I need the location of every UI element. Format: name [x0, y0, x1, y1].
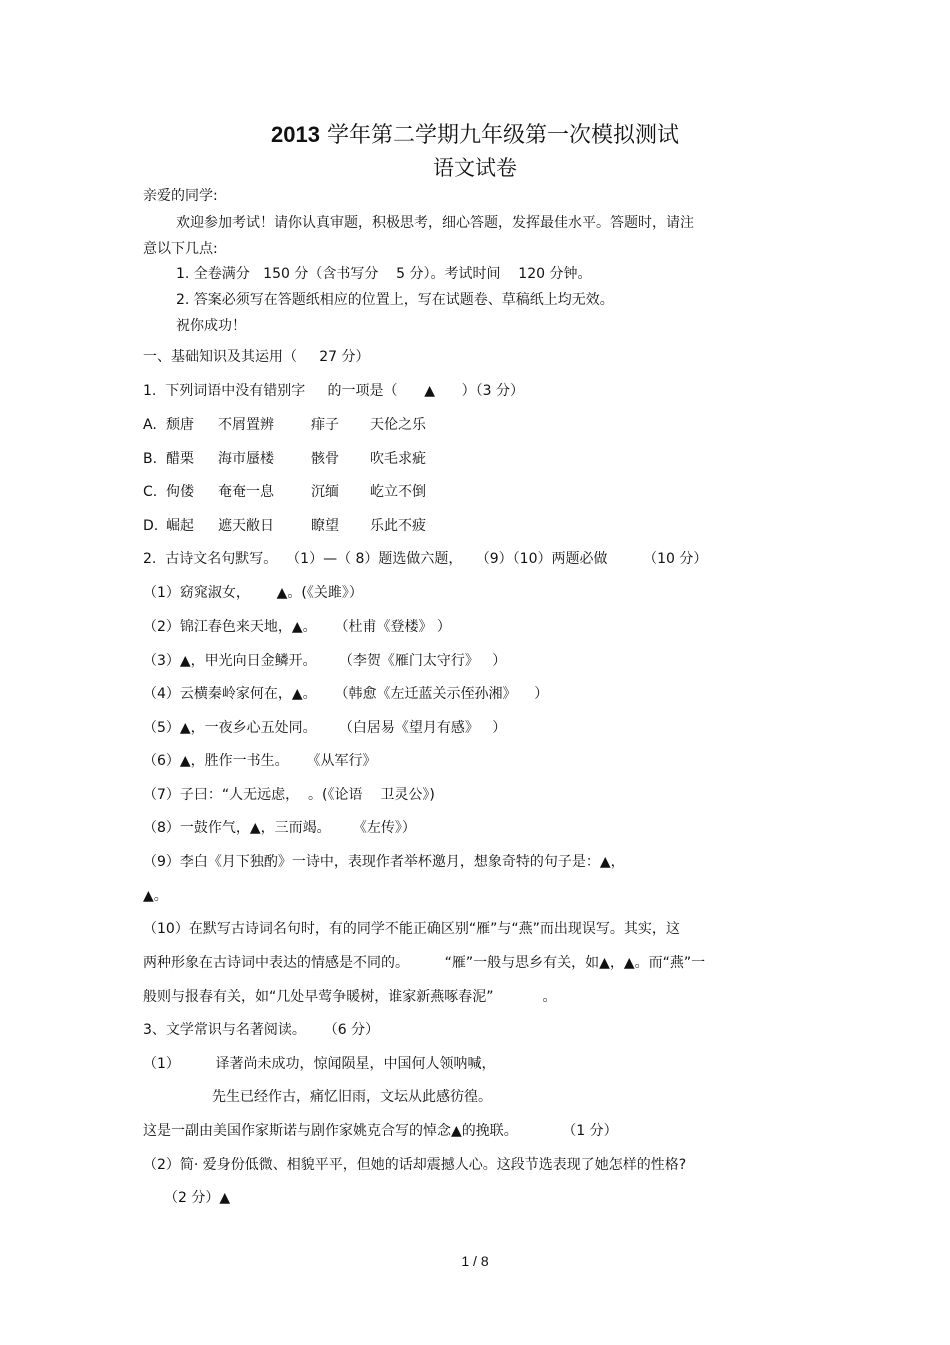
- q2-item-2: （2）锦江春色来天地，▲。 （杜甫《登楼》 ）: [143, 619, 451, 635]
- q2-item-1: （1）窈窕淑女， ▲。(《关雎》）: [143, 585, 363, 601]
- welcome-line-1: 欢迎参加考试！请你认真审题，积极思考，细心答题，发挥最佳水平。答题时，请注: [176, 215, 694, 231]
- q3-part-2-points: （2 分）▲: [164, 1190, 231, 1206]
- question-1-stem: 1. 下列词语中没有错别字 的一项是（ ▲ ）（3 分）: [143, 383, 525, 399]
- welcome-line-2: 意以下几点:: [143, 241, 218, 257]
- q2-item-9: （9）李白《月下独酌》一诗中，表现作者举杯邀月，想象奇特的句子是：▲，: [143, 854, 625, 870]
- couplet-line-2: 先生已经作古，痛忆旧雨，文坛从此感彷徨。: [212, 1089, 492, 1105]
- question-2-stem: 2. 古诗文名句默写。 （1）—（ 8）题选做六题， （9）（10）两题必做 （10 分）: [143, 551, 708, 567]
- q2-item-5: （5）▲，一夜乡心五处同。 （白居易《望月有感》 ）: [143, 720, 507, 736]
- q2-item-3: （3）▲，甲光向日金鳞开。 （李贺《雁门太守行》 ）: [143, 653, 507, 669]
- page-number: 1 / 8: [461, 1253, 489, 1269]
- exam-title: 2013 学年第二学期九年级第一次模拟测试: [271, 122, 679, 148]
- greeting: 亲爱的同学:: [143, 188, 218, 204]
- q2-item-6: （6）▲，胜作一书生。 《从军行》: [143, 753, 377, 769]
- exam-subtitle: 语文试卷: [433, 156, 517, 180]
- q2-item-7: （7）子曰：“人无远虑， 。(《论语 卫灵公》): [143, 787, 435, 803]
- note-2: 2. 答案必须写在答题纸相应的位置上，写在试题卷、草稿纸上均无效。: [176, 292, 614, 308]
- q2-item-10-cont-2: 般则与报春有关，如“几处早莺争暖树，谁家新燕啄春泥” 。: [143, 989, 557, 1005]
- section-1-heading: 一、基础知识及其运用（ 27 分）: [143, 349, 370, 365]
- wish: 祝你成功！: [176, 318, 246, 334]
- q2-item-9-cont: ▲。: [143, 888, 168, 904]
- q2-item-4: （4）云横秦岭家何在，▲。 （韩愈《左迁蓝关示侄孙湘》 ）: [143, 686, 549, 702]
- q3-part-2: （2）简· 爱身份低微、相貌平平，但她的话却震撼人心。这段节选表现了她怎样的性格?: [143, 1157, 687, 1173]
- q2-item-8: （8）一鼓作气，▲，三而竭。 《左传》）: [143, 820, 416, 836]
- couplet-line-1: （1） 译著尚未成功，惊闻陨星，中国何人领呐喊，: [143, 1056, 496, 1072]
- question-3-stem: 3、文学常识与名著阅读。 （6 分）: [143, 1022, 380, 1038]
- q2-item-10-cont-1: 两种形象在古诗词中表达的情感是不同的。 “雁”一般与思乡有关，如▲，▲。而“燕”一: [143, 955, 706, 971]
- note-1: 1. 全卷满分 150 分（含书写分 5 分）。考试时间 120 分钟。: [176, 266, 592, 282]
- q2-item-10: （10）在默写古诗词名句时，有的同学不能正确区别“雁”与“燕”而出现误写。其实，这: [143, 921, 680, 937]
- q3-part-1: 这是一副由美国作家斯诺与剧作家姚克合写的悼念▲的挽联。 （1 分）: [143, 1123, 618, 1139]
